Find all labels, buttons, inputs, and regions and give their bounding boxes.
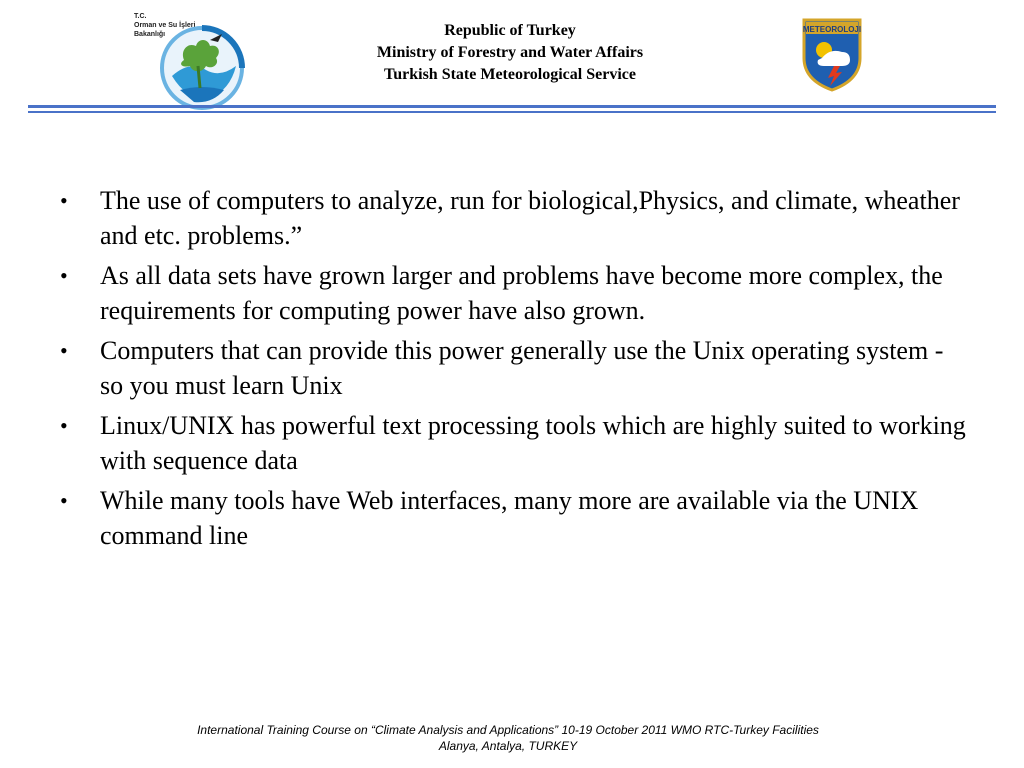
ministry-logo-icon [150, 20, 248, 114]
header-title-country: Republic of Turkey [444, 22, 576, 39]
bullet-text: Linux/UNIX has powerful text processing tools which are highly suited to working with sequence data [100, 411, 966, 475]
meteoroloji-label: METEOROLOJI [802, 25, 862, 34]
bullet-icon: • [60, 263, 68, 288]
header-title-ministry: Ministry of Forestry and Water Affairs [376, 44, 644, 61]
bullet-text: As all data sets have grown larger and problems have become more complex, the requirements for computing power have also grown. [100, 261, 943, 325]
header-divider-thin [28, 111, 996, 113]
bullet-item [58, 409, 968, 478]
ministry-name-line: Bakanlığı [134, 31, 166, 38]
meteoroloji-shield-icon [800, 18, 864, 92]
ministry-logo [128, 10, 248, 105]
header-title-service: Turkish State Meteorological Service [384, 66, 636, 83]
bullet-icon: • [60, 488, 68, 513]
bullet-icon: • [60, 338, 68, 363]
bullet-icon: • [60, 188, 68, 213]
ministry-name-line: T.C. [134, 13, 147, 20]
bullet-text: While many tools have Web interfaces, many more are available via the UNIX command line [100, 486, 919, 550]
header-divider [28, 105, 996, 108]
bullet-icon: • [60, 413, 68, 438]
slide-header [0, 0, 1024, 120]
footer-course-line: International Training Course on “Climate Analysis and Applications” 10-19 October 2011 WMO RTC-Turkey Facilities [197, 723, 819, 737]
bullet-item [58, 484, 968, 553]
meteoroloji-logo [800, 18, 864, 92]
footer-location-line: Alanya, Antalya, TURKEY [438, 739, 578, 753]
bullet-item [58, 259, 968, 328]
slide-footer [100, 722, 916, 754]
bullet-text: Computers that can provide this power generally use the Unix operating system - so you must learn Unix [100, 336, 944, 400]
bullet-list [58, 184, 968, 559]
bullet-item [58, 334, 968, 403]
bullet-item [58, 184, 968, 253]
header-titles [300, 20, 720, 86]
ministry-name-line: Orman ve Su İşleri [134, 22, 196, 29]
bullet-text: The use of computers to analyze, run for biological,Physics, and climate, wheather and etc. problems.” [100, 186, 960, 250]
